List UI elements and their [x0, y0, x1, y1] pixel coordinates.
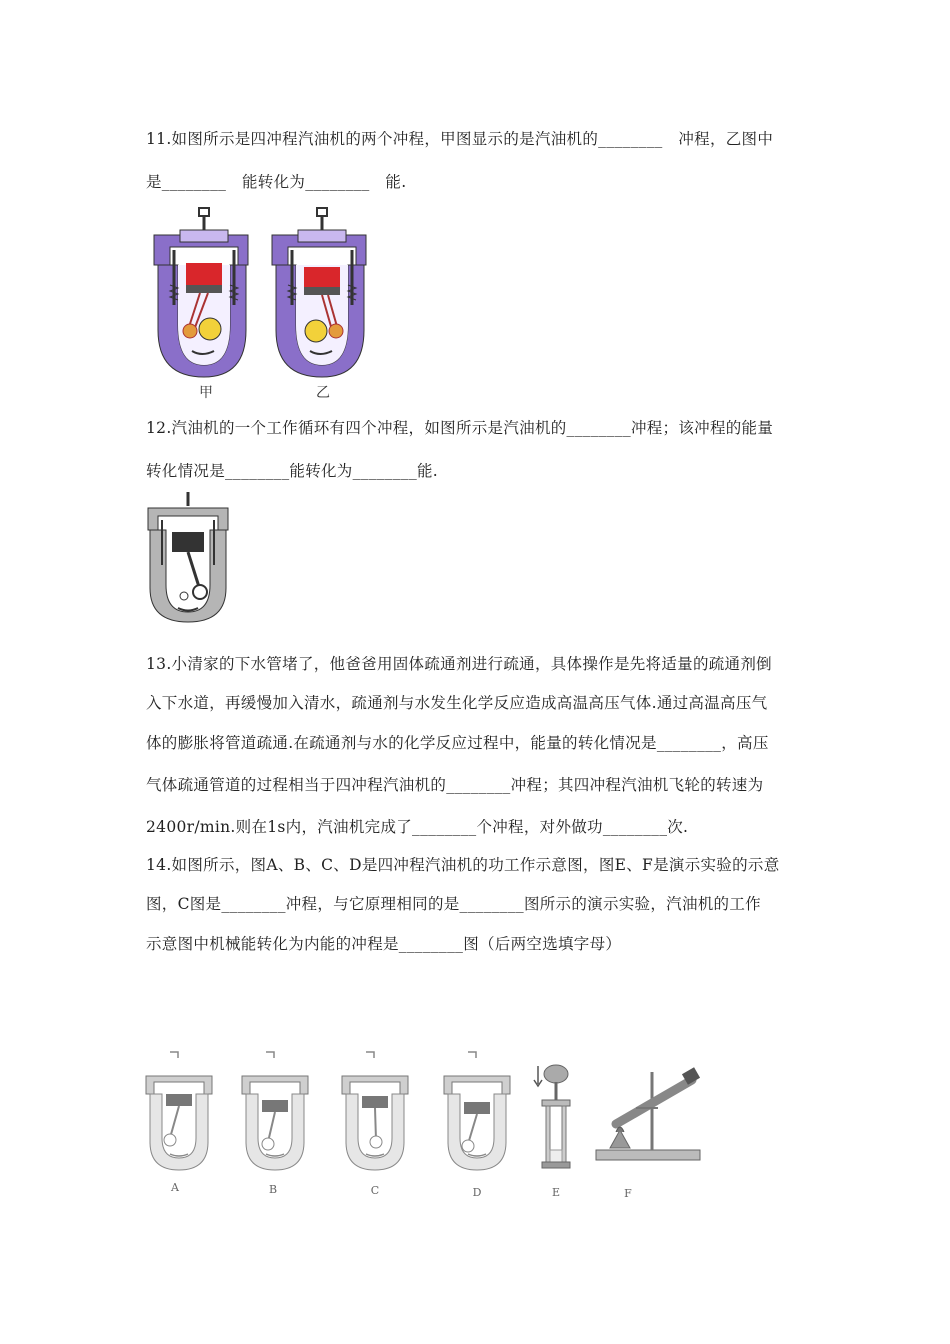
label-a: A [171, 1181, 179, 1194]
engine-yi-figure [272, 208, 366, 377]
q11-line-1: 11.如图所示是四冲程汽油机的两个冲程，甲图显示的是汽油机的________ 冲程，乙图中 [146, 130, 774, 148]
engine-a-figure [146, 1052, 212, 1170]
experiment-f-figure [596, 1067, 700, 1160]
q14-diagrams [140, 1050, 710, 1180]
label-e: E [551, 1186, 561, 1199]
q12-line-2: 转化情况是________能转化为________能. [146, 462, 439, 480]
engine-jia-figure [154, 208, 248, 377]
q14-line-3: 示意图中机械能转化为内能的冲程是________图（后两空选填字母） [146, 935, 622, 953]
label-c: C [370, 1184, 380, 1197]
q11-engine-diagrams [150, 205, 370, 385]
q11-line-2: 是________ 能转化为________ 能. [146, 173, 407, 191]
experiment-e-figure [534, 1065, 570, 1168]
q13-line-5: 2400r/min.则在1s内，汽油机完成了________个冲程，对外做功________次. [146, 818, 689, 836]
q12-engine-diagram [144, 490, 234, 625]
label-d: D [472, 1186, 482, 1199]
caption-jia: 甲 [199, 385, 213, 401]
q13-line-1: 13.小清家的下水管堵了，他爸爸用固体疏通剂进行疏通，具体操作是先将适量的疏通剂倒 [146, 655, 772, 673]
engine-b-figure [242, 1052, 308, 1170]
label-b: B [268, 1183, 278, 1196]
q13-line-2: 入下水道，再缓慢加入清水，疏通剂与水发生化学反应造成高温高压气体.通过高温高压气 [146, 694, 768, 712]
q14-line-2: 图，C图是________冲程，与它原理相同的是________图所示的演示实验，汽油机的工作 [146, 895, 761, 913]
q12-line-1: 12.汽油机的一个工作循环有四个冲程，如图所示是汽油机的________冲程；该冲程的能量 [146, 419, 774, 437]
label-f: F [624, 1187, 632, 1200]
caption-yi: 乙 [316, 385, 330, 401]
engine-d-figure [444, 1052, 510, 1170]
q14-line-1: 14.如图所示，图A、B、C、D是四冲程汽油机的功工作示意图，图E、F是演示实验的示意 [146, 856, 780, 874]
engine-c-figure [342, 1052, 408, 1170]
q13-line-3: 体的膨胀将管道疏通.在疏通剂与水的化学反应过程中，能量的转化情况是________，高压 [146, 734, 769, 752]
q13-line-4: 气体疏通管道的过程相当于四冲程汽油机的________冲程；其四冲程汽油机飞轮的转速为 [146, 776, 764, 794]
